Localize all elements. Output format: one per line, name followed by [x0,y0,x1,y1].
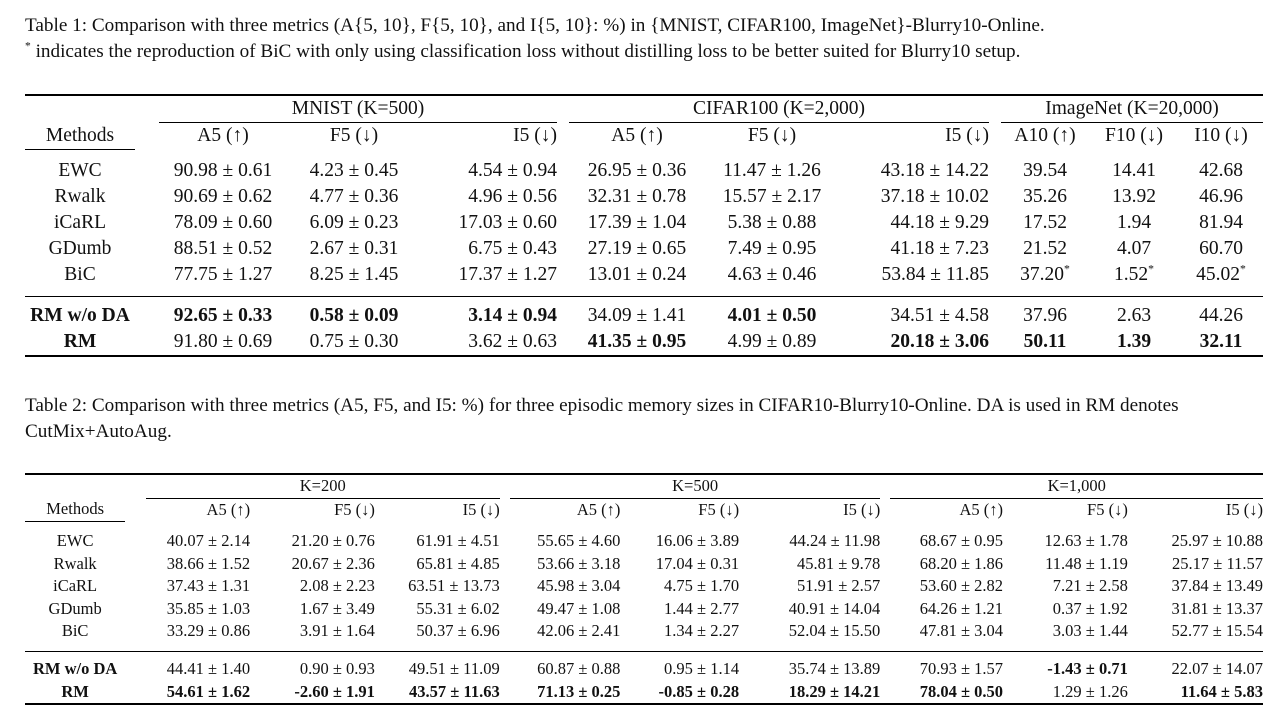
metric-value: 16.06 ± 3.89 [655,530,740,550]
metric-value: 21.52 [1023,237,1067,259]
metric-value: 71.13 ± 0.25 [537,681,621,701]
metric-value: 3.03 ± 1.44 [1052,621,1128,641]
table-row [25,329,1263,356]
metric-value: 64.26 ± 1.21 [919,598,1004,618]
metric-value: 1.67 ± 3.49 [299,598,375,618]
metric-value: 44.41 ± 1.40 [166,658,251,678]
metric-value: 0.58 ± 0.09 [309,304,399,326]
metric-value: 17.03 ± 0.60 [458,211,557,233]
metric-value: 50.37 ± 6.96 [416,621,500,641]
metric-value: 2.63 [1116,304,1152,326]
table1-caption-note: * indicates the reproduction of BiC with only using classification loss without distilling loss to be better suited for Blurry10 setup. [25,40,1021,62]
metric-value: 78.09 ± 0.60 [173,211,273,233]
method-name: iCaRL [53,576,98,596]
metric-value: 46.96 [1199,185,1243,207]
column-header: A10 (↑) [1014,125,1076,146]
metric-value: 35.26 [1023,185,1067,207]
metric-value: 31.81 ± 13.37 [1171,598,1263,618]
metric-value: 65.81 ± 4.85 [416,553,500,573]
column-header: A5 (↑) [197,125,249,146]
method-name: GDumb [48,598,102,618]
metric-value: 1.44 ± 2.77 [664,598,740,618]
table-row [25,597,1263,620]
method-name: BiC [61,621,89,641]
metric-value: 44.26 [1199,304,1243,326]
metric-value: 20.67 ± 2.36 [291,553,375,573]
column-header: F5 (↓) [747,125,797,146]
column-header: I5 (↓) [462,499,500,519]
method-name: RM [63,330,97,352]
metric-value: 26.95 ± 0.36 [587,159,687,181]
metric-value: 42.68 [1199,159,1243,181]
metric-value: 37.20* [1020,262,1070,285]
metric-value: 68.67 ± 0.95 [919,530,1004,550]
metric-value: 11.64 ± 5.83 [1180,681,1263,701]
metric-value: 17.39 ± 1.04 [587,211,687,233]
metric-value: 41.18 ± 7.23 [890,237,989,259]
metric-value: 4.23 ± 0.45 [309,159,399,181]
metric-value: 4.75 ± 1.70 [664,576,740,596]
column-header: A5 (↑) [576,499,621,519]
metric-value: 45.98 ± 3.04 [537,576,621,596]
metric-value: 39.54 [1023,159,1067,181]
metric-value: 45.02* [1196,262,1246,285]
metric-value: 63.51 ± 13.73 [408,576,500,596]
column-header-row [25,123,1263,150]
metric-value: 88.51 ± 0.52 [173,237,273,259]
metric-value: 37.43 ± 1.31 [166,576,251,596]
metric-value: 43.57 ± 11.63 [409,681,500,701]
metric-value: 53.84 ± 11.85 [881,263,989,285]
metric-value: -0.85 ± 0.28 [658,681,740,701]
metric-value: 37.84 ± 13.49 [1171,576,1263,596]
metric-value: 44.24 ± 11.98 [789,530,881,550]
metric-value: 17.52 [1023,211,1067,233]
metric-value: 90.98 ± 0.61 [173,159,273,181]
group-header-row [25,95,1263,123]
metric-value: 0.37 ± 1.92 [1052,598,1128,618]
metric-value: 81.94 [1199,211,1243,233]
table-row [25,158,1263,184]
metric-value: 4.96 ± 0.56 [468,185,557,207]
metric-value: 61.91 ± 4.51 [416,530,500,550]
footnote-marker: * [1148,262,1154,275]
metric-value: 77.75 ± 1.27 [173,263,273,285]
column-header: F5 (↓) [698,499,740,519]
metric-value: 8.25 ± 1.45 [309,263,399,285]
column-header: F5 (↓) [329,125,379,146]
metric-value: 53.66 ± 3.18 [537,553,621,573]
method-name: RM w/o DA [30,304,130,326]
metric-value: 1.39 [1116,330,1152,352]
metric-value: 60.70 [1199,237,1243,259]
method-name: RM w/o DA [32,658,118,678]
table-row [25,210,1263,236]
metric-value: 37.96 [1023,304,1067,326]
metric-value: 34.51 ± 4.58 [890,304,989,326]
column-header: I5 (↓) [1225,499,1263,519]
metric-value: 18.29 ± 14.21 [788,681,881,701]
table2 [25,473,1263,705]
group-header-row [25,474,1263,498]
method-name: EWC [56,530,94,550]
metric-value: 0.95 ± 1.14 [664,658,740,678]
table-row [25,620,1263,643]
metric-value: 1.29 ± 1.26 [1052,681,1128,701]
column-header: F5 (↓) [1087,499,1128,519]
table-row [25,680,1263,704]
column-header: I5 (↓) [513,125,557,146]
metric-value: -2.60 ± 1.91 [294,681,375,701]
metric-value: 54.61 ± 1.62 [166,681,251,701]
metric-value: 51.91 ± 2.57 [796,576,881,596]
table-row [25,262,1263,288]
column-header: A5 (↑) [611,125,663,146]
metric-value: 92.65 ± 0.33 [173,304,273,326]
column-header: F5 (↓) [334,499,375,519]
metric-value: 15.57 ± 2.17 [722,185,822,207]
metric-value: 78.04 ± 0.50 [919,681,1004,701]
table-row [25,658,1263,681]
column-header: F10 (↓) [1105,125,1163,146]
method-name: Rwalk [54,185,106,207]
metric-value: 4.01 ± 0.50 [727,304,817,326]
metric-value: 37.18 ± 10.02 [880,185,989,207]
method-name: BiC [64,263,96,285]
group-header: K=200 [146,474,500,498]
metric-value: 13.92 [1112,185,1156,207]
metric-value: 11.47 ± 1.26 [723,159,821,181]
metric-value: 2.08 ± 2.23 [299,576,375,596]
metric-value: 49.47 ± 1.08 [537,598,621,618]
column-header-row [25,498,1263,521]
metric-value: 35.74 ± 13.89 [788,658,881,678]
footnote-marker: * [1240,262,1246,275]
metric-value: 40.07 ± 2.14 [166,530,251,550]
metric-value: 0.90 ± 0.93 [299,658,375,678]
metric-value: 55.65 ± 4.60 [537,530,621,550]
metric-value: 32.31 ± 0.78 [587,185,687,207]
metric-value: 17.37 ± 1.27 [458,263,557,285]
metric-value: 20.18 ± 3.06 [890,330,989,352]
metric-value: 4.77 ± 0.36 [309,185,399,207]
metric-value: 1.94 [1116,211,1152,233]
table-row [25,184,1263,210]
metric-value: 4.63 ± 0.46 [727,263,817,285]
metric-value: 1.52* [1114,262,1154,285]
column-header: A5 (↑) [206,499,251,519]
metric-value: 6.75 ± 0.43 [468,237,557,259]
metric-value: 13.01 ± 0.24 [587,263,687,285]
metric-value: 38.66 ± 1.52 [166,553,251,573]
metric-value: 34.09 ± 1.41 [587,304,687,326]
metric-value: 60.87 ± 0.88 [537,658,621,678]
metric-value: 53.60 ± 2.82 [919,576,1004,596]
metric-value: 47.81 ± 3.04 [919,621,1004,641]
metric-value: 55.31 ± 6.02 [416,598,500,618]
method-name: GDumb [48,237,112,259]
metric-value: 4.54 ± 0.94 [468,159,557,181]
group-header: CIFAR100 (K=2,000) [569,95,989,123]
column-header: A5 (↑) [959,499,1004,519]
metric-value: 90.69 ± 0.62 [173,185,273,207]
metric-value: 43.18 ± 14.22 [880,159,989,181]
metric-value: -1.43 ± 0.71 [1047,658,1128,678]
table-row [25,530,1263,553]
metric-value: 2.67 ± 0.31 [309,237,399,259]
metric-value: 32.11 [1199,330,1243,352]
metric-value: 52.77 ± 15.54 [1171,621,1263,641]
metric-value: 3.14 ± 0.94 [468,304,557,326]
method-name: Rwalk [53,553,97,573]
group-header: MNIST (K=500) [159,95,557,123]
method-name: EWC [58,159,102,181]
metric-value: 25.97 ± 10.88 [1171,530,1263,550]
metric-value: 35.85 ± 1.03 [166,598,251,618]
table2-caption: Table 2: Comparison with three metrics (A5, F5, and I5: %) for three episodic memory sizes in CIFAR10-Blurry10-Online. DA is used in RM denotes CutMix+AutoAug. [25,395,1179,442]
metric-value: 22.07 ± 14.07 [1171,658,1263,678]
metric-value: 6.09 ± 0.23 [309,211,399,233]
metric-value: 4.99 ± 0.89 [727,330,817,352]
metric-value: 21.20 ± 0.76 [291,530,375,550]
metric-value: 33.29 ± 0.86 [166,621,251,641]
method-name: iCaRL [54,211,106,233]
metric-value: 45.81 ± 9.78 [796,553,881,573]
table1-note-text: indicates the reproduction of BiC with only using classification loss without distilling loss to be better suited for Blurry10 setup. [35,41,1021,62]
group-header: K=1,000 [890,474,1263,498]
metric-value: 1.34 ± 2.27 [664,621,740,641]
metric-value: 27.19 ± 0.65 [587,237,687,259]
metric-value: 44.18 ± 9.29 [890,211,989,233]
metric-value: 17.04 ± 0.31 [655,553,740,573]
metric-value: 7.21 ± 2.58 [1052,576,1128,596]
metric-value: 68.20 ± 1.86 [919,553,1004,573]
table1-caption-text: Table 1: Comparison with three metrics (A{5, 10}, F{5, 10}, and I{5, 10}: %) in {MNIST, CIFAR100, ImageNet}-Blurry10-Online. [25,15,1045,36]
group-header: K=500 [510,474,880,498]
metric-value: 70.93 ± 1.57 [919,658,1004,678]
metric-value: 41.35 ± 0.95 [587,330,687,352]
metric-value: 12.63 ± 1.78 [1044,530,1128,550]
metric-value: 42.06 ± 2.41 [537,621,621,641]
table-row [25,236,1263,262]
column-header: I5 (↓) [843,499,881,519]
metric-value: 91.80 ± 0.69 [173,330,273,352]
footnote-marker: * [1064,262,1070,275]
metric-value: 3.62 ± 0.63 [468,330,557,352]
table1-caption [25,13,1265,65]
methods-header: Methods [25,123,135,150]
table-row [25,303,1263,329]
metric-value: 50.11 [1023,330,1067,352]
group-header: ImageNet (K=20,000) [1001,95,1263,123]
table-row [25,552,1263,575]
metric-value: 14.41 [1112,159,1156,181]
metric-value: 25.17 ± 11.57 [1172,553,1263,573]
metric-value: 52.04 ± 15.50 [788,621,881,641]
metric-value: 40.91 ± 14.04 [788,598,881,618]
methods-header: Methods [25,498,125,521]
metric-value: 5.38 ± 0.88 [727,211,817,233]
metric-value: 7.49 ± 0.95 [727,237,817,259]
metric-value: 0.75 ± 0.30 [309,330,399,352]
column-header: I5 (↓) [945,125,989,146]
table1 [25,94,1263,357]
method-name: RM [61,681,89,701]
table-row [25,575,1263,598]
metric-value: 3.91 ± 1.64 [299,621,375,641]
metric-value: 49.51 ± 11.09 [408,658,500,678]
metric-value: 11.48 ± 1.19 [1045,553,1128,573]
metric-value: 4.07 [1116,237,1152,259]
column-header: I10 (↓) [1194,125,1248,146]
